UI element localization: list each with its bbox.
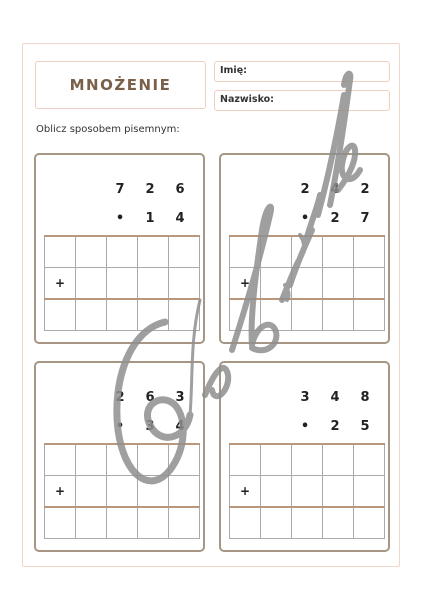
multiplicand-digit: 3 — [175, 390, 185, 405]
multiplier-digit: 3 — [145, 419, 155, 434]
name-label: Imię: — [220, 65, 247, 76]
multiplication-sign: • — [300, 419, 310, 434]
answer-grid[interactable] — [229, 443, 385, 539]
multiplier-digit: 7 — [360, 211, 370, 226]
problem-panel-1 — [34, 153, 205, 344]
plus-sign: + — [230, 476, 261, 508]
answer-grid[interactable] — [44, 443, 200, 539]
plus-sign: + — [230, 268, 261, 300]
problem-panel-4 — [219, 361, 390, 552]
multiplier-digit: 2 — [330, 211, 340, 226]
multiplier-digit: 2 — [330, 419, 340, 434]
title-box — [35, 61, 206, 109]
multiplicand-digit: 8 — [360, 390, 370, 405]
multiplier-digit: 1 — [145, 211, 155, 226]
answer-grid[interactable] — [229, 235, 385, 331]
multiplier-digit: 4 — [175, 211, 185, 226]
multiplicand-digit: 4 — [330, 390, 340, 405]
surname-field[interactable] — [214, 90, 390, 111]
surname-label: Nazwisko: — [220, 94, 274, 105]
instruction-text: Oblicz sposobem pisemnym: — [36, 124, 180, 135]
multiplicand-digit: 2 — [360, 182, 370, 197]
name-field[interactable] — [214, 61, 390, 82]
multiplicand-digit: 7 — [115, 182, 125, 197]
multiplication-sign: • — [115, 211, 125, 226]
multiplier-digit: 4 — [175, 419, 185, 434]
multiplicand-digit: 3 — [300, 390, 310, 405]
multiplicand-digit: 2 — [145, 182, 155, 197]
plus-sign: + — [45, 268, 76, 300]
problem-panel-2 — [219, 153, 390, 344]
plus-sign: + — [45, 476, 76, 508]
multiplicand-digit: 6 — [145, 390, 155, 405]
worksheet-title: MNOŻENIE — [69, 76, 172, 94]
problem-panel-3 — [34, 361, 205, 552]
multiplication-sign: • — [300, 211, 310, 226]
answer-grid[interactable] — [44, 235, 200, 331]
multiplicand-digit: 6 — [175, 182, 185, 197]
multiplication-sign: • — [115, 419, 125, 434]
multiplicand-digit: 2 — [300, 182, 310, 197]
multiplicand-digit: 4 — [330, 182, 340, 197]
multiplicand-digit: 2 — [115, 390, 125, 405]
multiplier-digit: 5 — [360, 419, 370, 434]
